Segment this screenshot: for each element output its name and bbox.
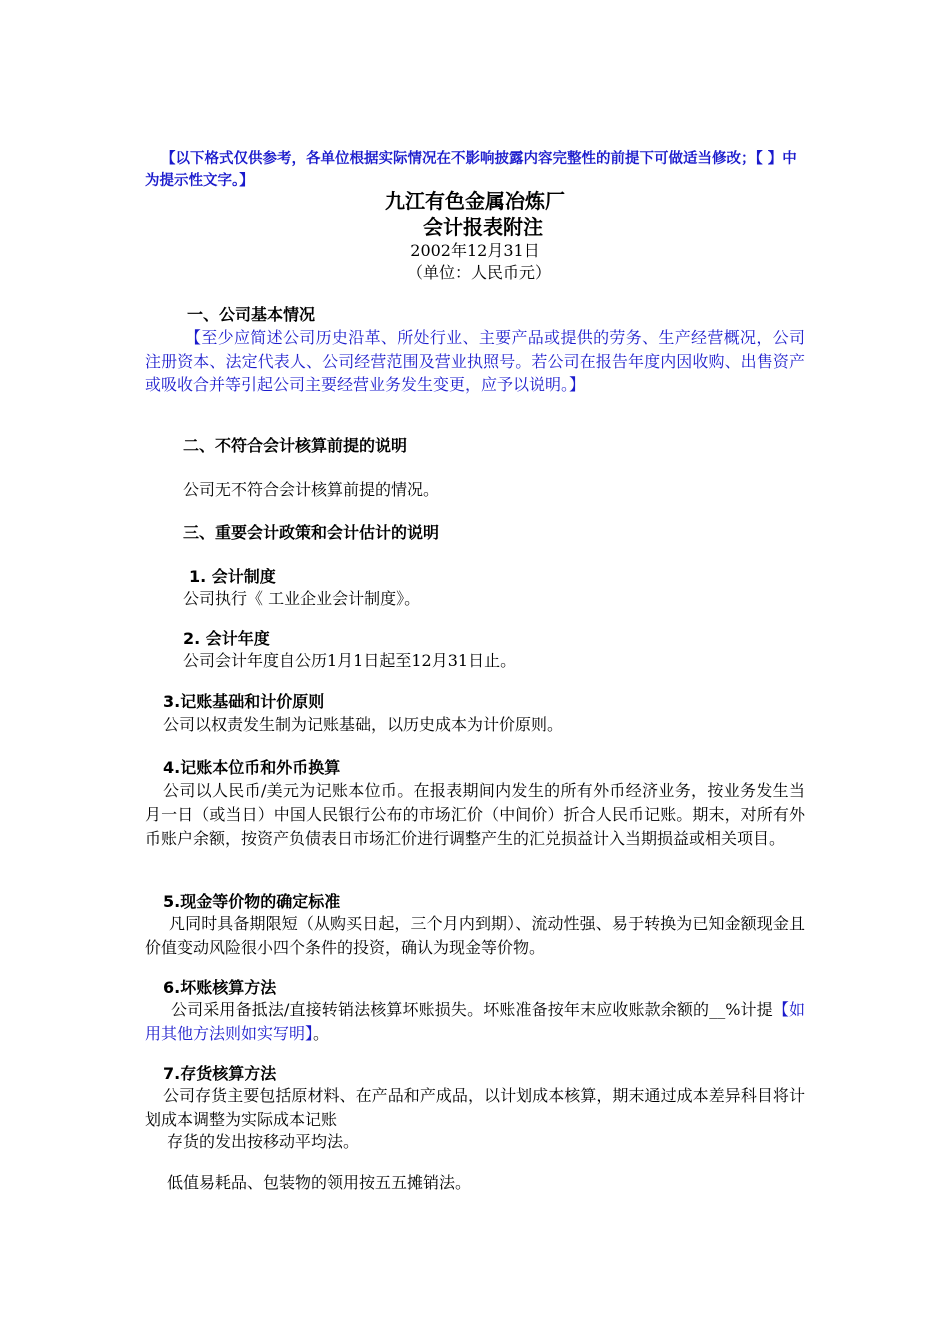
company-name: 九江有色金属冶炼厂: [385, 189, 565, 213]
policy-4-heading: 4.记账本位币和外币换算: [163, 758, 341, 777]
policy-1-text: 公司执行《 工业企业会计制度》。: [183, 589, 421, 608]
policy-3-heading: 3.记账基础和计价原则: [163, 692, 325, 711]
policy-7-text-2: 存货的发出按移动平均法。: [167, 1132, 360, 1151]
policy-3-text: 公司以权责发生制为记账基础，以历史成本为计价原则。: [163, 715, 564, 734]
section-1-heading: 一、公司基本情况: [187, 305, 316, 324]
policy-6-text: 公司采用备抵法/直接转销法核算坏账损失。坏账准备按年末应收账款余额的__%计提: [171, 1000, 773, 1019]
report-unit: （单位：人民币元）: [406, 263, 551, 282]
format-notice-text: 【以下格式仅供参考，各单位根据实际情况在不影响披露内容完整性的前提下可做适当修改；【 】中为提示性文字。】: [145, 151, 797, 189]
policy-5-heading: 5.现金等价物的确定标准: [163, 892, 341, 911]
section-2-text: 公司无不符合会计核算前提的情况。: [183, 480, 440, 499]
section-1-hint: 【至少应简述公司历史沿革、所处行业、主要产品或提供的劳务、生产经营概况，公司注册资本、法定代表人、公司经营范围及营业执照号。若公司在报告年度内因收购、出售资产或吸收合并等引起公司主要经营业务发生变更，应予以说明。】: [145, 328, 805, 394]
policy-2-text: 公司会计年度自公历1月1日起至12月31日止。: [183, 651, 517, 670]
section-2-heading: 二、不符合会计核算前提的说明: [183, 436, 408, 455]
policy-6-end: 。: [313, 1024, 330, 1043]
policy-6-paragraph: [145, 998, 805, 1046]
policy-1-heading: 1. 会计制度: [189, 567, 276, 586]
report-date: 2002年12月31日: [410, 241, 540, 260]
report-title: 会计报表附注: [423, 215, 543, 239]
policy-6-hint: 【如用其他方法则如实写明】: [145, 1000, 805, 1043]
policy-7-text-3: 低值易耗品、包装物的领用按五五摊销法。: [167, 1173, 472, 1192]
format-notice: [145, 148, 805, 192]
policy-7-text-1: 公司存货主要包括原材料、在产品和产成品，以计划成本核算，期末通过成本差异科目将计划成本调整为实际成本记账: [145, 1086, 805, 1129]
policy-4-text: 公司以人民币/美元为记账本位币。在报表期间内发生的所有外币经济业务，按业务发生当月一日（或当日）中国人民银行公布的市场汇价（中间价）折合人民币记账。期末，对所有外币账户余额，按资产负债表日市场汇价进行调整产生的汇兑损益计入当期损益或相关项目。: [145, 781, 805, 848]
policy-5-text: 凡同时具备期限短（从购买日起，三个月内到期）、流动性强、易于转换为已知金额现金且价值变动风险很小四个条件的投资，确认为现金等价物。: [145, 914, 805, 957]
policy-6-heading: 6.坏账核算方法: [163, 978, 277, 997]
section-3-heading: 三、重要会计政策和会计估计的说明: [183, 523, 440, 542]
policy-7-heading: 7.存货核算方法: [163, 1064, 277, 1083]
policy-2-heading: 2. 会计年度: [183, 629, 270, 648]
